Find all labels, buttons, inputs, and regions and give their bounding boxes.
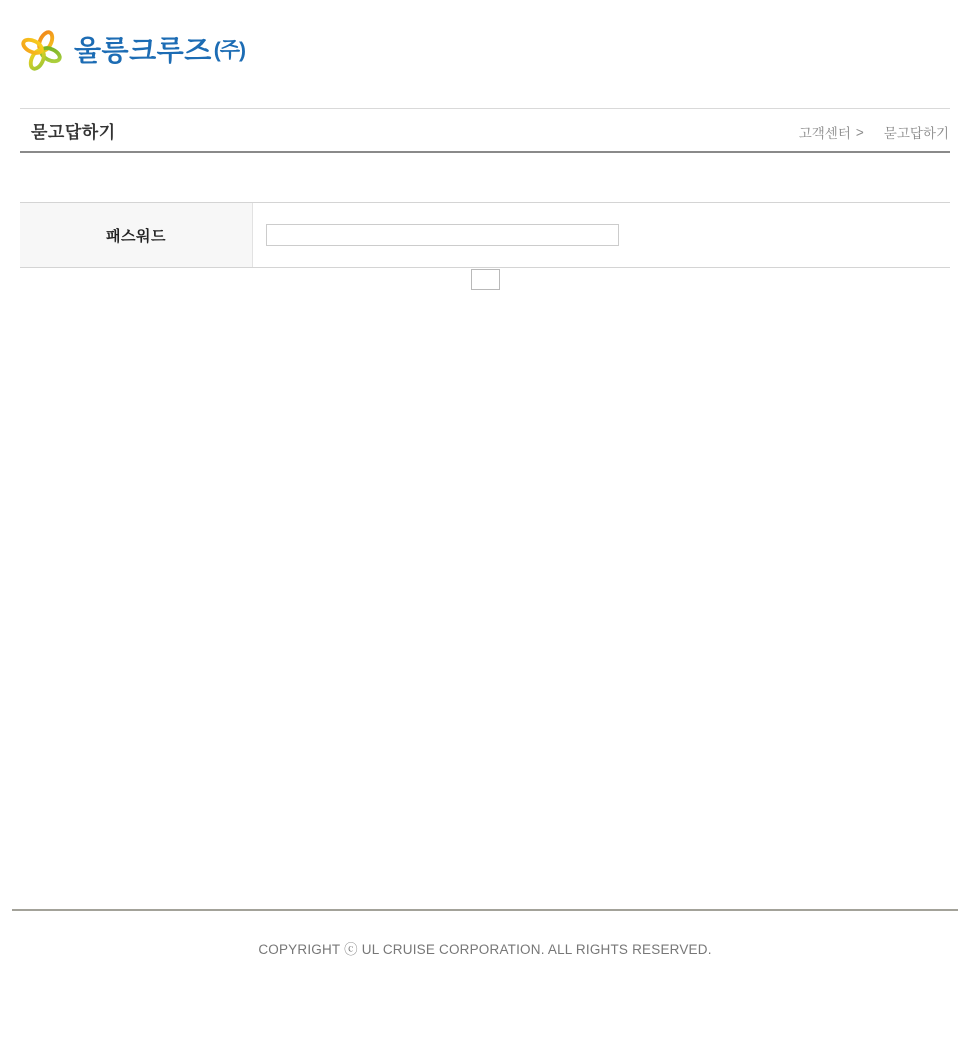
- password-cell: [253, 203, 950, 267]
- title-bar: [20, 108, 950, 153]
- company-suffix: (주): [213, 39, 246, 62]
- breadcrumb-parent-link[interactable]: 고객센터: [798, 126, 851, 141]
- password-input[interactable]: [266, 224, 619, 246]
- footer-divider: [12, 909, 958, 911]
- breadcrumb: [799, 122, 949, 142]
- company-logo[interactable]: [20, 27, 245, 74]
- password-label: 패스워드: [20, 203, 253, 267]
- pinwheel-flower-logo-icon: [20, 27, 63, 74]
- company-name: 울릉크루즈 (주): [74, 34, 246, 66]
- password-form-table: [20, 202, 950, 268]
- copyright-text: COPYRIGHT ⓒ UL CRUISE CORPORATION. ALL RIGHTS RESERVED.: [258, 942, 712, 957]
- page-title: 묻고답하기: [31, 123, 116, 142]
- confirm-button[interactable]: [471, 269, 500, 290]
- breadcrumb-current-link[interactable]: 묻고답하기: [883, 126, 949, 141]
- breadcrumb-separator: >: [855, 124, 864, 140]
